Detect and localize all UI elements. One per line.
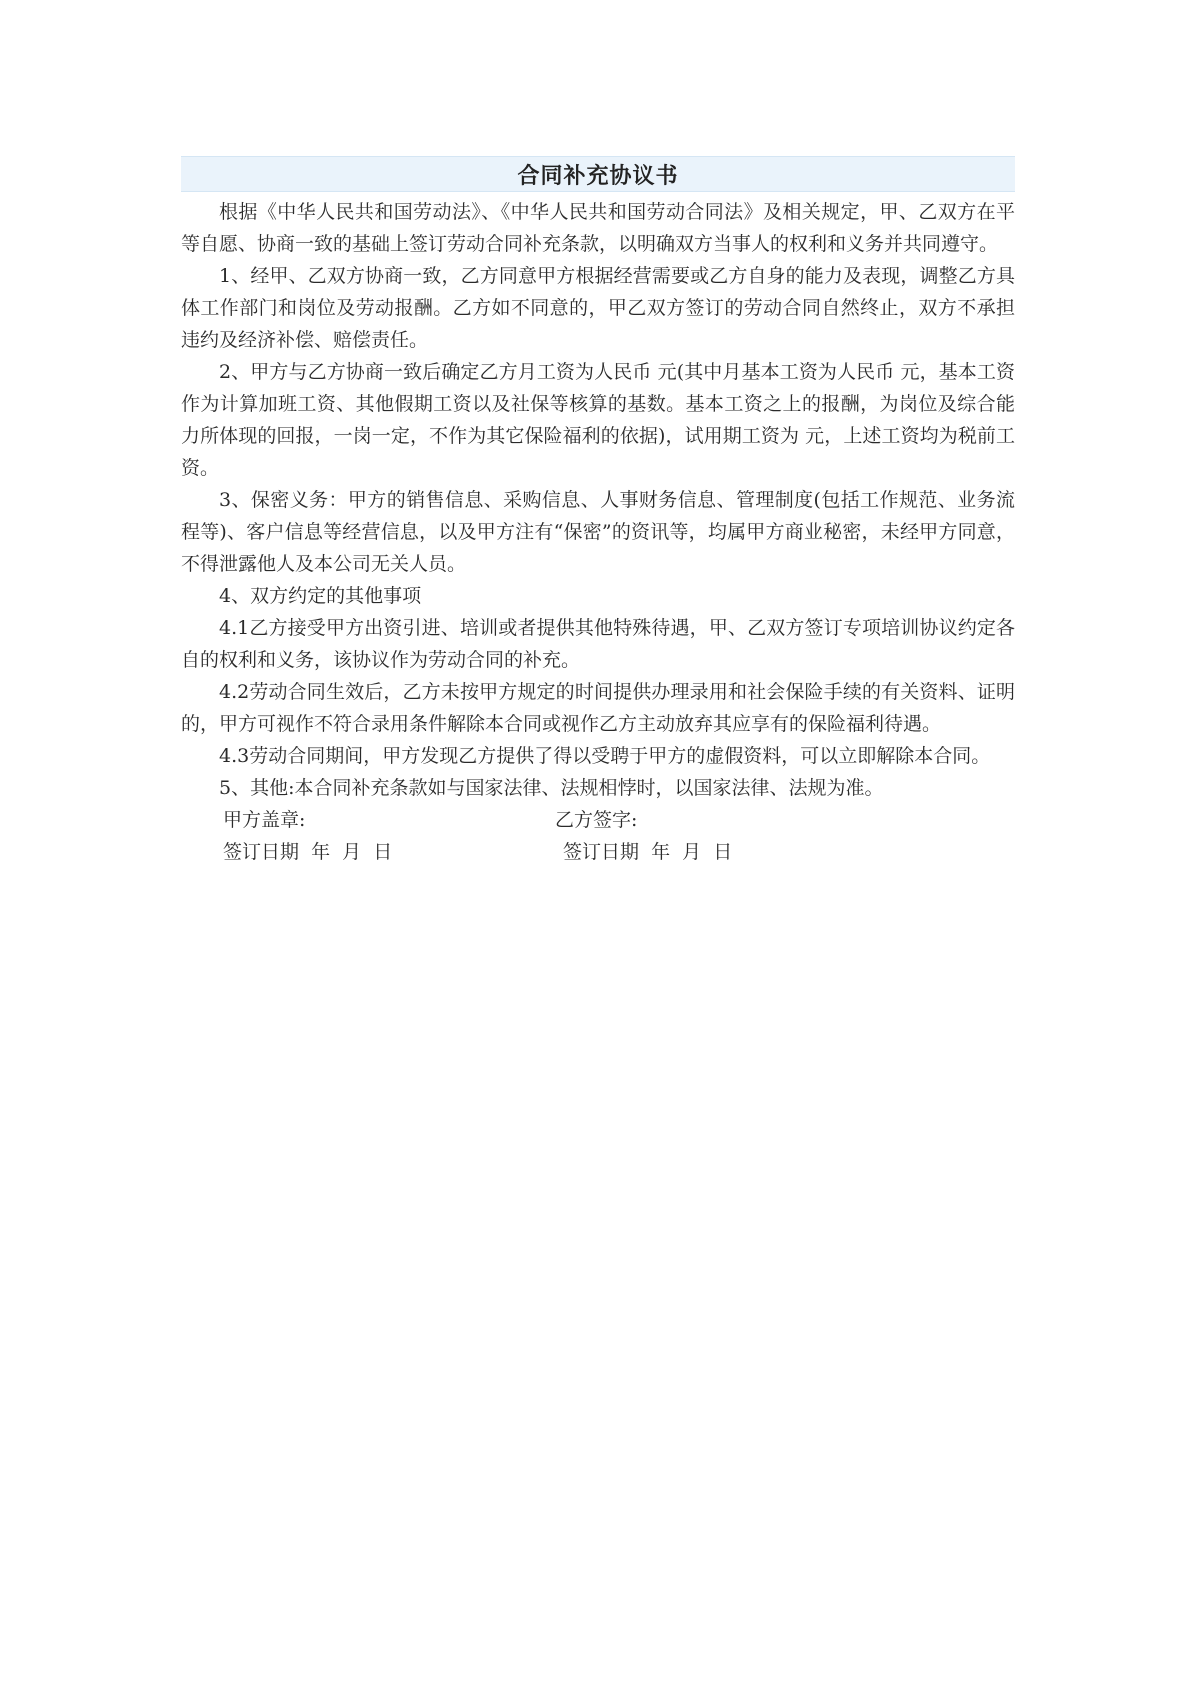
party-b-sign-label: 乙方签字: bbox=[555, 809, 638, 831]
document-body bbox=[181, 196, 1015, 868]
clause-4-3: 4.3劳动合同期间，甲方发现乙方提供了得以受聘于甲方的虚假资料，可以立即解除本合同。 bbox=[219, 745, 991, 767]
clause-5-other: 5、其他:本合同补充条款如与国家法律、法规相悖时，以国家法律、法规为准。 bbox=[219, 777, 884, 799]
clause-1: 1、经甲、乙双方协商一致，乙方同意甲方根据经营需要或乙方自身的能力及表现，调整乙方具体工作部门和岗位及劳动报酬。乙方如不同意的，甲乙双方签订的劳动合同自然终止，双方不承担违约及经济补偿、赔偿责任。 bbox=[181, 265, 1015, 351]
clause-4-2: 4.2劳动合同生效后，乙方未按甲方规定的时间提供办理录用和社会保险手续的有关资料、证明的，甲方可视作不符合录用条件解除本合同或视作乙方主动放弃其应享有的保险福利待遇。 bbox=[181, 681, 1015, 735]
clause-4-heading: 4、双方约定的其他事项 bbox=[219, 585, 422, 607]
clause-3-confidentiality: 3、保密义务：甲方的销售信息、采购信息、人事财务信息、管理制度(包括工作规范、业务流程等)、客户信息等经营信息，以及甲方注有“保密”的资讯等，均属甲方商业秘密，未经甲方同意，不得泄露他人及本公司无关人员。 bbox=[181, 489, 1015, 575]
title-bar bbox=[181, 156, 1015, 192]
clause-2-salary: 2、甲方与乙方协商一致后确定乙方月工资为人民币 元(其中月基本工资为人民币 元，基本工资作为计算加班工资、其他假期工资以及社保等核算的基数。基本工资之上的报酬，为岗位及综合能力所体现的回报，一岗一定，不作为其它保险福利的依据)，试用期工资为 元，上述工资均为税前工资。 bbox=[181, 361, 1015, 479]
clause-4-1: 4.1乙方接受甲方出资引进、培训或者提供其他特殊待遇，甲、乙双方签订专项培训协议约定各自的权利和义务，该协议作为劳动合同的补充。 bbox=[181, 617, 1015, 671]
party-a-seal-label: 甲方盖章: bbox=[223, 809, 306, 831]
intro-paragraph: 根据《中华人民共和国劳动法》、《中华人民共和国劳动合同法》及相关规定，甲、乙双方在平等自愿、协商一致的基础上签订劳动合同补充条款，以明确双方当事人的权利和义务并共同遵守。 bbox=[181, 201, 1015, 255]
date-row bbox=[181, 836, 1015, 868]
document-title: 合同补充协议书 bbox=[517, 163, 679, 189]
contract-document bbox=[181, 156, 1015, 868]
signature-row bbox=[181, 804, 1015, 836]
party-a-date-label: 签订日期 年 月 日 bbox=[223, 841, 393, 863]
party-b-date-label: 签订日期 年 月 日 bbox=[563, 841, 733, 863]
